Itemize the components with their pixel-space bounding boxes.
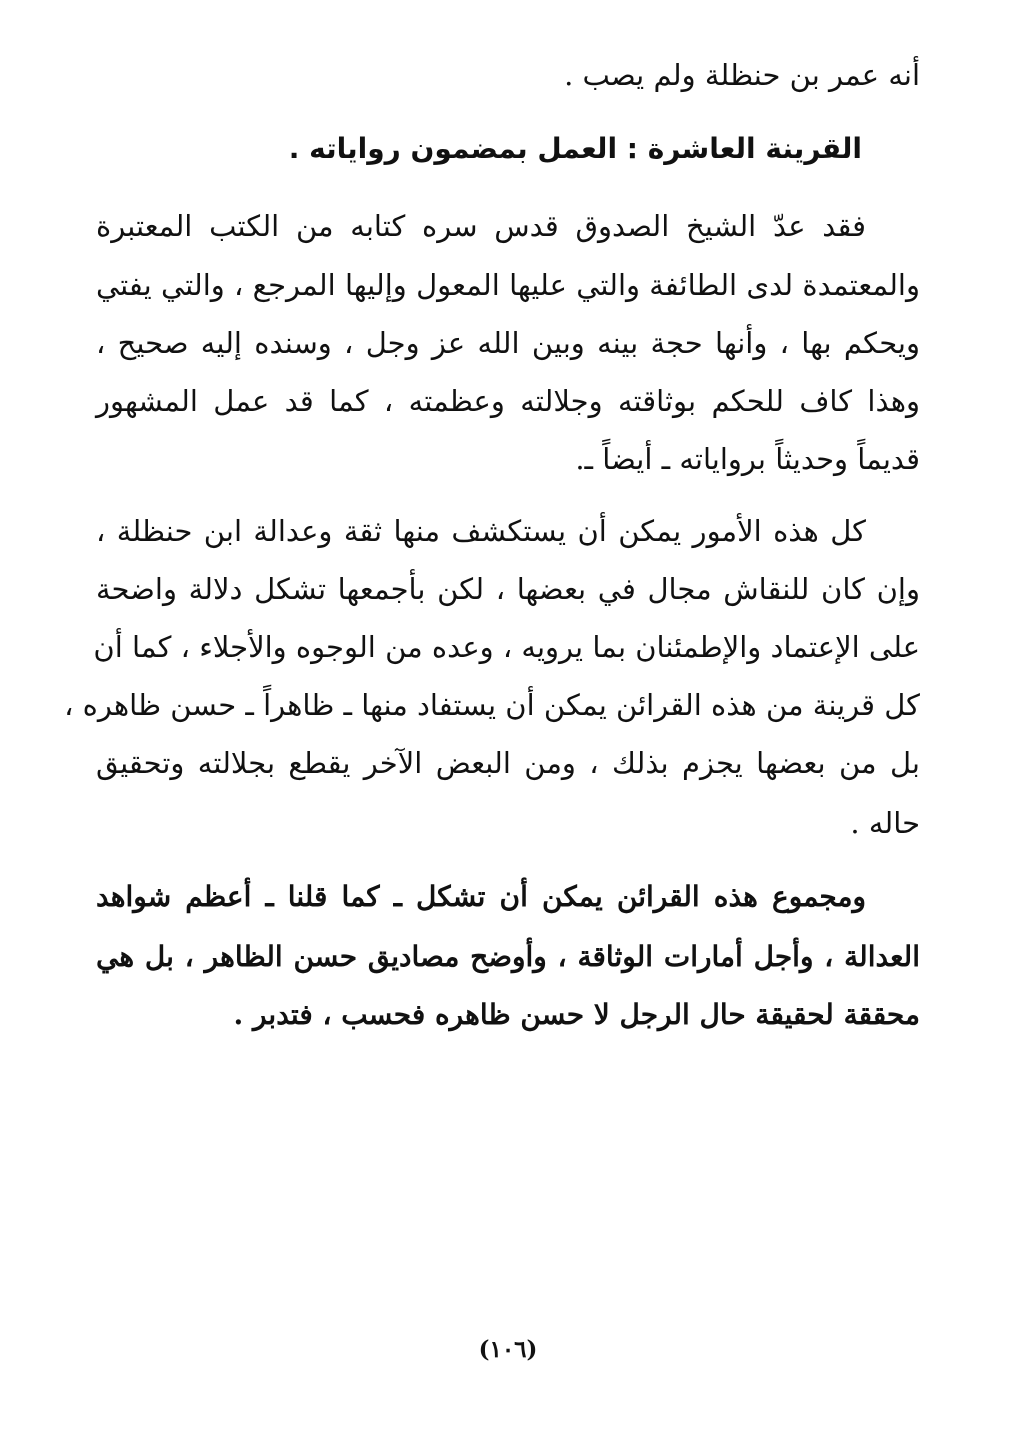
paragraph-line: ومجموع هذه القرائن يمكن أن تشكل ـ كما قلنا ـ أعظم شواهد — [96, 880, 866, 913]
paragraph-line: محققة لحقيقة حال الرجل لا حسن ظاهره فحسب ، فتدبر . — [233, 998, 920, 1031]
page-number: (١٠٦) — [478, 1336, 538, 1363]
paragraph-line: قديماً وحديثاً برواياته ـ أيضاً ـ. — [575, 442, 920, 476]
paragraph-line: العدالة ، وأجل أمارات الوثاقة ، وأوضح مصاديق حسن الظاهر ، بل هي — [96, 940, 920, 973]
paragraph-line: بل من بعضها يجزم بذلك ، ومن البعض الآخر يقطع بجلالته وتحقيق — [96, 746, 920, 780]
paragraph-line: كل هذه الأمور يمكن أن يستكشف منها ثقة وعدالة ابن حنظلة ، — [96, 514, 866, 548]
paragraph-line: وإن كان للنقاش مجال في بعضها ، لكن بأجمعها تشكل دلالة واضحة — [96, 572, 920, 606]
paragraph-line: حاله . — [850, 806, 920, 840]
book-page — [64, 50, 920, 1390]
section-heading: القرينة العاشرة : العمل بمضمون رواياته . — [288, 132, 862, 165]
paragraph-line: والمعتمدة لدى الطائفة والتي عليها المعول وإليها المرجع ، والتي يفتي — [96, 268, 920, 302]
paragraph-line: ويحكم بها ، وأنها حجة بينه وبين الله عز وجل ، وسنده إليه صحيح ، — [96, 326, 920, 360]
paragraph-line: كل قرينة من هذه القرائن يمكن أن يستفاد منها ـ ظاهراً ـ حسن ظاهره ، — [64, 688, 920, 722]
paragraph-line: فقد عدّ الشيخ الصدوق قدس سره كتابه من الكتب المعتبرة — [96, 209, 866, 243]
paragraph-line: وهذا كاف للحكم بوثاقته وجلالته وعظمته ، كما قد عمل المشهور — [96, 384, 920, 418]
paragraph-line: على الإعتماد والإطمئنان بما يرويه ، وعده من الوجوه والأجلاء ، كما أن — [93, 630, 920, 664]
intro-line: أنه عمر بن حنظلة ولم يصب . — [564, 58, 920, 92]
